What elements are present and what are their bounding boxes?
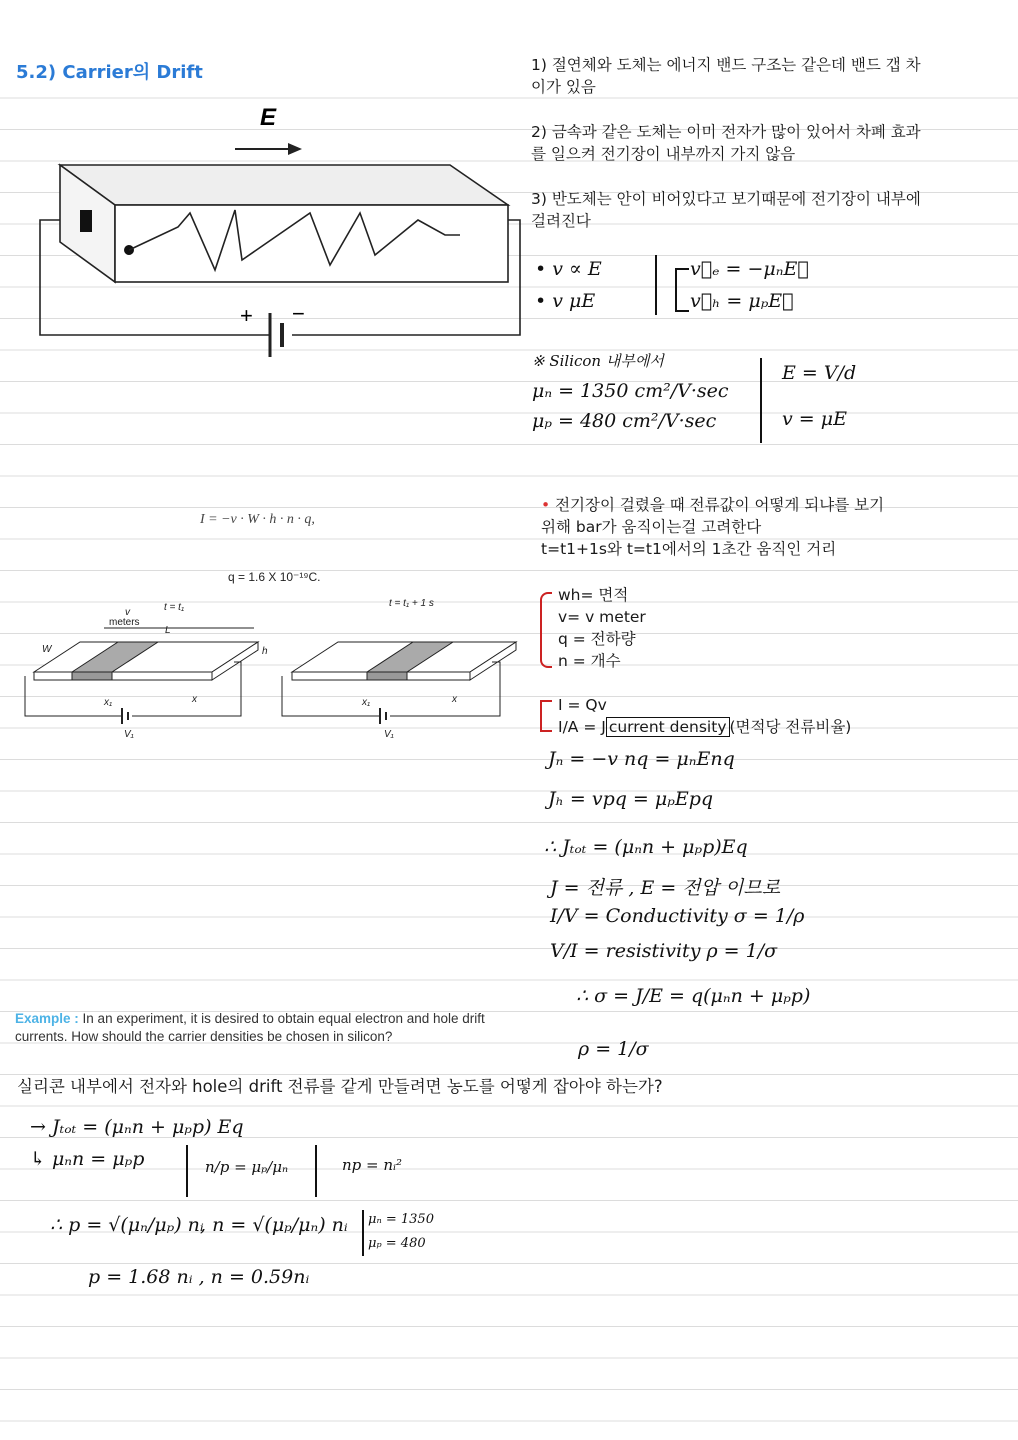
hand-Jtot-2: → Jₜₒₜ = (μₙn + μₚp) Eq	[30, 1116, 244, 1138]
hand-divider-3	[186, 1145, 188, 1197]
iq-brace	[540, 700, 552, 732]
hand-result: p = 1.68 nᵢ , n = 0.59nᵢ	[88, 1266, 310, 1288]
hand-n-sqrt: , n = √(μₚ/μₙ) nᵢ	[200, 1214, 348, 1236]
bullet-icon: •	[541, 496, 556, 514]
hand-v-muE: • v μE	[535, 290, 596, 312]
note-1: 1) 절연체와 도체는 에너지 밴드 구조는 같은데 밴드 갭 차이가 있음	[531, 56, 921, 96]
example-label: Example :	[15, 1011, 79, 1026]
label-x1-right: x₁	[362, 697, 371, 708]
hand-divider-5	[362, 1210, 364, 1256]
hand-equal-currents: ↳ μₙn = μₚp	[30, 1148, 145, 1170]
hand-ve: v⃗ₑ = −μₙE⃗	[690, 258, 809, 280]
label-V1-left: V₁	[124, 729, 134, 740]
hand-mu-n-2: μₙ = 1350	[368, 1212, 434, 1227]
label-t2: t = t₁ + 1 s	[389, 598, 434, 609]
hand-v-muE-2: v = μE	[782, 408, 847, 430]
plus-sign: +	[240, 303, 253, 328]
hand-mu-p: μₚ = 480 cm²/V·sec	[532, 410, 717, 432]
bullet-note-text: 전기장이 걸렸을 때 전류값이 어떻게 되냐를 보기 위해 bar가 움직이는걸 고려한다	[541, 496, 885, 536]
hand-conductivity: I/V = Conductivity σ = 1/ρ	[550, 905, 805, 927]
label-V1-right: V₁	[384, 729, 394, 740]
moving-bar-figure	[22, 592, 527, 747]
label-x1-left: x₁	[104, 697, 113, 708]
hand-divider-2	[760, 358, 762, 443]
label-x-left: x	[192, 694, 197, 705]
field-label: E	[260, 104, 277, 131]
charge-value: q = 1.6 X 10⁻¹⁹C.	[228, 570, 321, 584]
label-h: h	[262, 646, 268, 657]
hand-divider-4	[315, 1145, 317, 1197]
question-korean: 실리콘 내부에서 전자와 hole의 drift 전류를 같게 만들려면 농도를 어떻게 잡아야 하는가?	[17, 1077, 663, 1096]
hand-ratio: n/p = μₚ/μₙ	[205, 1158, 289, 1176]
label-x-right: x	[452, 694, 457, 705]
hand-J-E: J = 전류 , E = 전압 이므로	[550, 877, 781, 899]
bullet-note	[541, 494, 901, 560]
hand-vh: v⃗ₕ = μₚE⃗	[690, 290, 794, 312]
hand-v-prop-E: • v ∝ E	[535, 258, 602, 280]
section-title: 5.2) Carrier의 Drift	[16, 62, 203, 83]
label-meters: meters	[109, 617, 140, 628]
iq-block	[558, 694, 851, 738]
hand-np: np = nᵢ²	[342, 1156, 403, 1174]
label-L: L	[165, 625, 171, 636]
bullet-note-text-2: t=t1+1s와 t=t1에서의 1초간 움직인 거리	[541, 540, 837, 558]
iq-line-2a: I/A = J	[558, 718, 606, 736]
note-2: 2) 금속과 같은 도체는 이미 전자가 많이 있어서 차폐 효과를 일으켜 전기장이 내부까지 가지 않음	[531, 123, 921, 163]
label-v: v	[125, 607, 130, 618]
def-wh: wh= 면적	[558, 586, 629, 604]
hand-Jtot: ∴ Jₜₒₜ = (μₙn + μₚp)Eq	[544, 836, 748, 858]
def-v: v= v meter	[558, 608, 646, 626]
contact-left	[80, 210, 92, 232]
hand-Jh: Jₕ = vpq = μₚEpq	[548, 788, 714, 810]
label-W: W	[42, 644, 52, 655]
drift-bar-figure	[30, 95, 530, 375]
hand-mu-p-2: μₚ = 480	[368, 1236, 426, 1251]
iq-line-2b: current density	[606, 717, 730, 737]
example-text	[15, 1010, 530, 1046]
minus-sign: −	[292, 301, 305, 326]
iq-line-2c: (면적당 전류비율)	[729, 718, 852, 736]
note-3: 3) 반도체는 안이 비어있다고 보기때문에 전기장이 내부에 걸려진다	[531, 190, 921, 230]
hand-divider	[655, 255, 657, 315]
hand-sigma: ∴ σ = J/E = q(μₙn + μₚp)	[576, 985, 811, 1007]
iq-line-1: I = Qv	[558, 696, 607, 714]
hand-resistivity: V/I = resistivity ρ = 1/σ	[550, 940, 778, 962]
hand-rho: ρ = 1/σ	[578, 1038, 649, 1060]
defs-brace	[540, 592, 552, 668]
bar-top-face	[60, 165, 508, 205]
hand-silicon: ※ Silicon 내부에서	[532, 352, 664, 370]
def-q: q = 전하량	[558, 630, 636, 648]
defs-list	[558, 584, 646, 672]
hand-mu-n: μₙ = 1350 cm²/V·sec	[532, 380, 729, 402]
hand-Jn: Jₙ = −v nq = μₙEnq	[548, 748, 735, 770]
current-equation: I = −v · W · h · n · q,	[200, 512, 315, 527]
hand-p-sqrt: ∴ p = √(μₙ/μₚ) nᵢ	[50, 1214, 204, 1236]
label-t1: t = t₁	[164, 602, 185, 613]
def-n: n = 개수	[558, 652, 621, 670]
example-body: In an experiment, it is desired to obtain equal electron and hole drift currents. How should the carrier densities be chosen in silicon?	[15, 1011, 485, 1044]
hand-E-Vd: E = V/d	[782, 362, 857, 384]
hand-bracket	[675, 268, 689, 312]
